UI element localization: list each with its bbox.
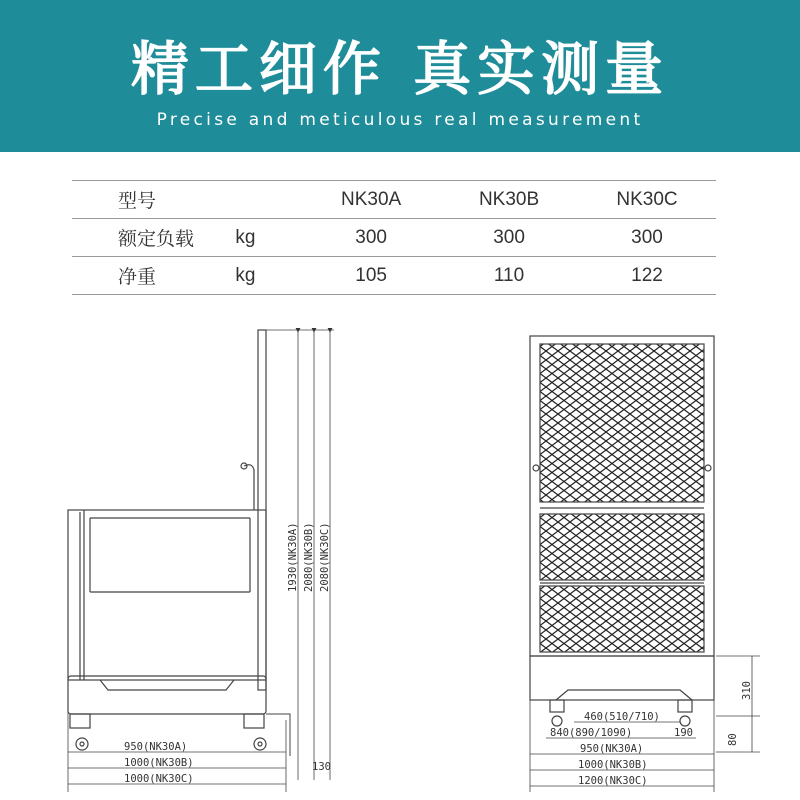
mesh-panel-top [540,344,704,502]
front-dimensions [530,656,760,792]
front-base [530,656,714,700]
cell-value: NK30B [478,188,540,210]
dim-wheel-track: 840(890/1090) [550,727,633,739]
row-label: 净重 [118,266,157,288]
row-unit: kg [235,264,256,286]
wheel-icon [550,700,564,726]
dim-clearance: 80 [727,733,739,746]
wheel-icon [678,700,692,726]
wheel-icon [70,714,90,750]
mesh-panel-mid [540,514,704,580]
dim-front-width-b: 1000(NK30B) [578,759,648,771]
cell-value: 110 [493,264,525,286]
cell-value: NK30C [616,188,678,210]
dim-front-width-c: 1200(NK30C) [578,775,648,787]
cell-value: 300 [493,226,525,248]
row-unit: kg [235,226,256,248]
mesh-panel-bottom [540,586,704,652]
cell-value: NK30A [341,188,402,210]
front-view [530,336,714,726]
dim-offset: 190 [674,727,693,739]
hinge-icon [533,465,539,471]
dim-front-width-a: 950(NK30A) [580,743,644,755]
cage-frame [68,510,266,680]
banner-subtitle: Precise and meticulous real measurement [156,110,644,130]
dim-step: 130 [312,761,331,773]
row-label: 额定负载 [118,228,195,250]
dim-base-height: 310 [741,681,753,700]
dim-inner-width: 460(510/710) [584,711,660,723]
row-label: 型号 [118,190,157,212]
wheel-icon [244,714,266,750]
dim-width-b: 1000(NK30B) [124,757,194,769]
cell-value: 300 [631,226,663,248]
handle-icon [244,465,254,510]
dim-height-b: 2080(NK30B) [303,522,315,592]
dim-height-a: 1930(NK30A) [287,522,299,592]
dim-width-a: 950(NK30A) [124,741,188,753]
cell-value: 300 [355,226,387,248]
banner-title: 精工细作 真实测量 [130,35,670,103]
cell-value: 105 [355,264,387,286]
dim-height-c: 2080(NK30C) [319,522,331,592]
hinge-icon [705,465,711,471]
base [68,676,266,714]
dim-width-c: 1000(NK30C) [124,773,194,785]
cell-value: 122 [631,264,663,286]
